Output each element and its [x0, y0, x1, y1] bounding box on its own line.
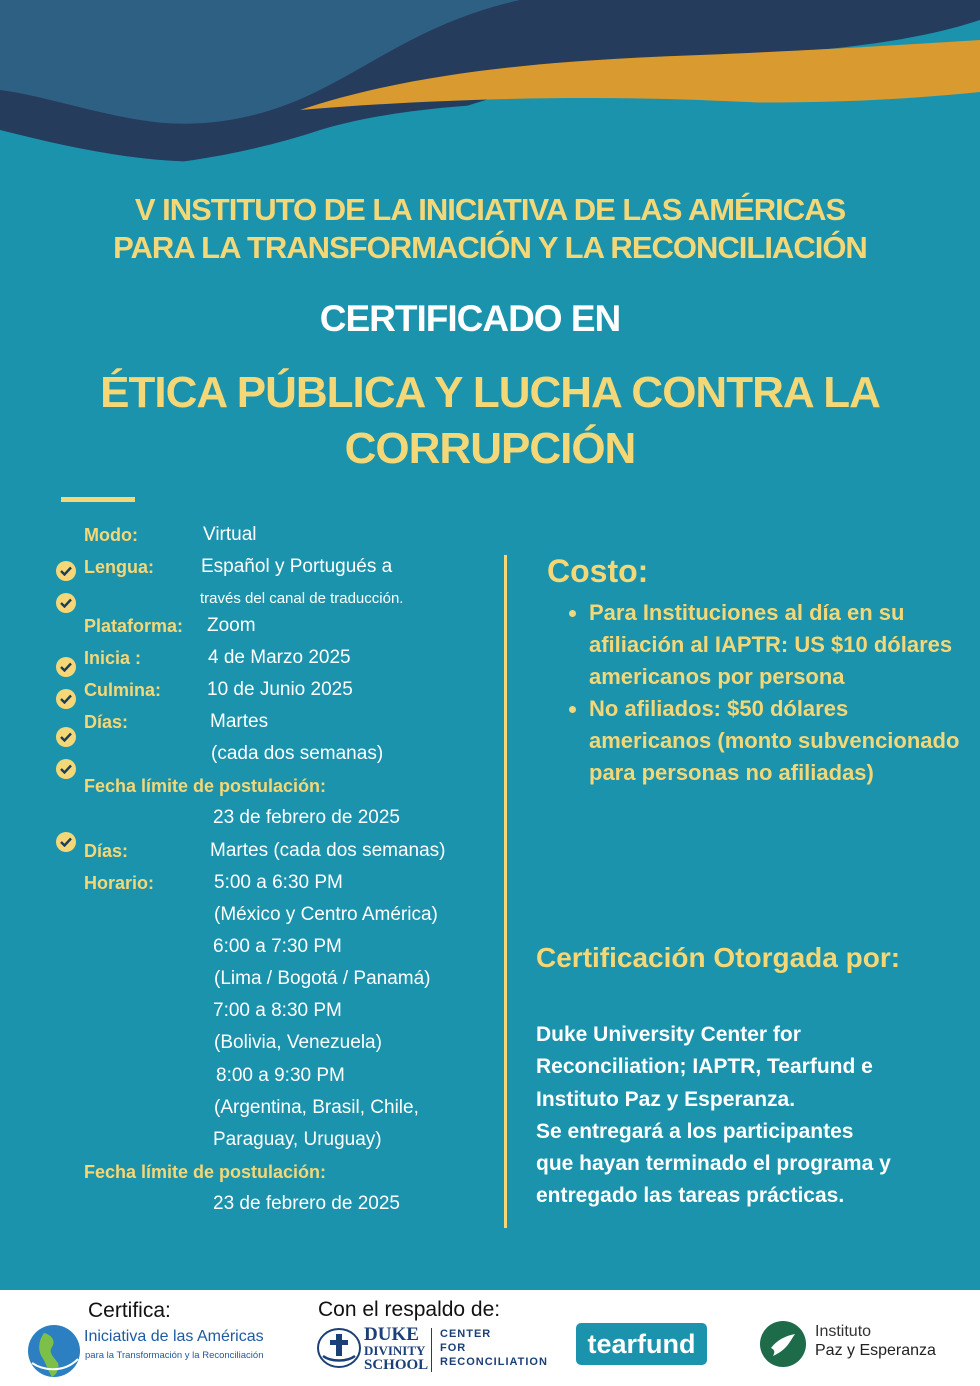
horario-time-4: 8:00 a 9:30 PM [216, 1065, 345, 1086]
cost-list [567, 597, 969, 789]
certification-line: que hayan terminado el programa y [536, 1152, 891, 1175]
footer-logos [0, 1290, 980, 1386]
cost-item-affiliated: • Para Instituciones al día en su afiliación al IAPTR: US $10 dólares americanos por persona [589, 597, 969, 693]
dias-label-2: Días: [84, 841, 129, 861]
horario-time-1: 5:00 a 6:30 PM [214, 872, 343, 893]
dias-value: Martes [210, 711, 269, 732]
cfr-center: CENTER [440, 1328, 492, 1340]
fecha-limite-value-2: 23 de febrero de 2025 [213, 1193, 400, 1214]
iniciativa-logo-subtitle: para la Transformación y la Reconciliación [85, 1350, 264, 1361]
ipe-logo-line2: Paz y Esperanza [815, 1342, 936, 1359]
ipe-logo-line1: Instituto [815, 1323, 872, 1340]
cfr-for: FOR [440, 1342, 467, 1354]
certification-line: Reconciliation; IAPTR, Tearfund e [536, 1055, 873, 1078]
certification-line: Duke University Center for [536, 1023, 801, 1046]
check-icon [56, 759, 76, 779]
dias-label: Días: [84, 712, 129, 732]
dias-frequency: (cada dos semanas) [211, 743, 384, 764]
check-icon [56, 689, 76, 709]
certification-line: Se entregará a los participantes [536, 1120, 854, 1143]
lengua-value-cont: través del canal de traducción. [200, 590, 404, 607]
horario-time-3: 7:00 a 8:30 PM [213, 1000, 342, 1021]
institute-title-line1: V INSTITUTO DE LA INICIATIVA DE LAS AMÉRICAS [134, 192, 846, 227]
modo-value: Virtual [203, 524, 257, 545]
horario-region-4-cont: Paraguay, Uruguay) [213, 1129, 382, 1150]
fecha-limite-label: Fecha límite de postulación: [84, 776, 327, 796]
certification-line: Instituto Paz y Esperanza. [536, 1088, 796, 1111]
lengua-label: Lengua: [84, 557, 154, 577]
horario-region-1: (México y Centro América) [214, 904, 438, 925]
inicia-value: 4 de Marzo 2025 [208, 647, 351, 668]
certificate-prefix: CERTIFICADO EN [319, 298, 621, 339]
modo-label: Modo: [84, 525, 138, 545]
divinity-word: DIVINITY [364, 1343, 426, 1358]
plataforma-value: Zoom [207, 615, 256, 636]
horario-region-2: (Lima / Bogotá / Panamá) [214, 968, 431, 989]
horario-region-3: (Bolivia, Venezuela) [214, 1032, 382, 1053]
certifica-label: Certifica: [88, 1299, 171, 1322]
cfr-reconciliation: RECONCILIATION [440, 1356, 548, 1368]
check-icon [56, 593, 76, 613]
accent-underline [61, 497, 135, 502]
plataforma-label: Plataforma: [84, 616, 184, 636]
tearfund-logo: tearfund [576, 1323, 707, 1365]
logo-divider [431, 1328, 432, 1372]
dias-value-2: Martes (cada dos semanas) [210, 840, 446, 861]
topic-title-line1: ÉTICA PÚBLICA Y LUCHA CONTRA LA [100, 368, 880, 417]
fecha-limite-label-2: Fecha límite de postulación: [84, 1162, 327, 1182]
fecha-limite-value: 23 de febrero de 2025 [213, 807, 400, 828]
cost-item-non-affiliated: • No afiliados: $50 dólares americanos (monto subvencionado para personas no afiliadas) [589, 693, 969, 789]
iniciativa-logo-name: Iniciativa de las Américas [84, 1328, 264, 1345]
respaldo-label: Con el respaldo de: [318, 1298, 501, 1321]
check-icon [56, 657, 76, 677]
lengua-value: Español y Portugués a [201, 556, 393, 577]
topic-title-line2: CORRUPCIÓN [344, 424, 636, 473]
institute-title-line2: PARA LA TRANSFORMACIÓN Y LA RECONCILIACIÓN [113, 230, 867, 265]
check-icon [56, 561, 76, 581]
column-divider [504, 555, 507, 1228]
dove-icon [759, 1320, 807, 1368]
certification-line: entregado las tareas prácticas. [536, 1184, 845, 1207]
horario-label: Horario: [84, 873, 155, 893]
culmina-value: 10 de Junio 2025 [207, 679, 353, 700]
globe-icon [26, 1323, 82, 1379]
duke-word: DUKE [364, 1324, 419, 1345]
horario-region-4: (Argentina, Brasil, Chile, [214, 1097, 419, 1118]
check-icon [56, 727, 76, 747]
cost-title: Costo: [547, 553, 649, 589]
school-word: SCHOOL [364, 1357, 429, 1373]
culmina-label: Culmina: [84, 680, 162, 700]
certification-title: Certificación Otorgada por: [536, 942, 901, 973]
check-icon [56, 832, 76, 852]
duke-chapel-icon [317, 1328, 361, 1368]
inicia-label: Inicia : [84, 648, 142, 668]
horario-time-2: 6:00 a 7:30 PM [213, 936, 342, 957]
header-waves [0, 0, 980, 190]
